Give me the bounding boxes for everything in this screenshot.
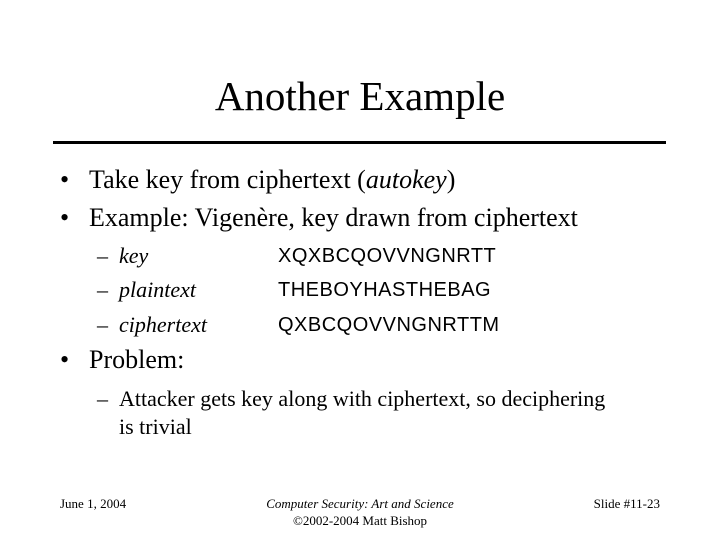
footer-date: June 1, 2004 <box>60 496 127 511</box>
footer-slide-number: Slide #11-23 <box>593 496 660 511</box>
example-row-plaintext-label <box>97 277 196 303</box>
problem-line-1: – Attacker gets key along with ciphertext, so deciphering <box>97 386 606 411</box>
row-label: plaintext <box>119 277 196 302</box>
row-label: key <box>119 243 149 268</box>
bullet-text: Take key from ciphertext ( <box>89 165 366 194</box>
sub-marker: – <box>97 277 108 302</box>
footer-course: Computer Security: Art and Science <box>266 496 454 511</box>
bullet-example <box>60 203 578 233</box>
problem-line-2: is trivial <box>119 414 192 439</box>
bullet-text-end: ) <box>446 165 456 194</box>
bullet-text: Example: Vigenère, key drawn from ciphertext <box>89 203 578 232</box>
bullet-marker: • <box>60 345 70 374</box>
sub-marker: – <box>97 243 108 268</box>
example-row-key-value: XQXBCQOVVNGNRTT <box>278 245 497 267</box>
bullet-problem <box>60 345 184 375</box>
sub-marker: – <box>97 312 108 337</box>
slide-title: Another Example <box>214 73 506 119</box>
bullet-marker: • <box>60 203 70 232</box>
example-row-key-label <box>97 243 148 269</box>
bullet-marker: • <box>60 165 70 194</box>
example-row-ciphertext-value: QXBCQOVVNGNRTTM <box>278 314 500 336</box>
bullet-emphasis: autokey <box>365 165 447 194</box>
sub-marker: – <box>97 386 108 411</box>
example-row-plaintext-value: THEBOYHASTHEBAG <box>278 279 492 301</box>
problem-detail <box>97 385 677 441</box>
title-divider <box>53 141 666 144</box>
example-row-ciphertext-label <box>97 312 207 338</box>
bullet-take-key <box>60 165 455 195</box>
row-label: ciphertext <box>119 312 207 337</box>
bullet-text: Problem: <box>89 345 185 374</box>
footer-copyright: ©2002-2004 Matt Bishop <box>292 513 428 528</box>
